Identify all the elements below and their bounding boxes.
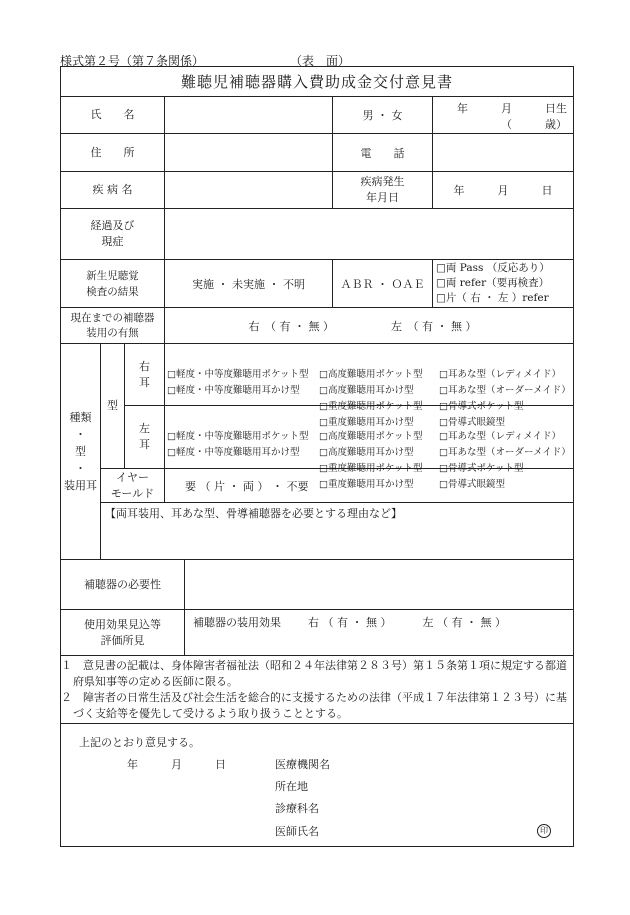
r-ite-custom[interactable]: □耳あな型（オーダーメイド） bbox=[439, 384, 571, 396]
name-label: 氏 名 bbox=[61, 97, 165, 134]
l-ite-custom[interactable]: □耳あな型（オーダーメイド） bbox=[439, 447, 571, 458]
note-1: １ 意見書の記載は、身体障害者福祉法（昭和２４年法律第２８３号）第１５条第１項に規定する都道府県知事等の定める医師に限る。 bbox=[61, 658, 567, 688]
side-label: （表 面） bbox=[290, 54, 351, 68]
address-label: 住 所 bbox=[61, 134, 165, 172]
opinion-form bbox=[60, 66, 574, 847]
r-mild-bte[interactable]: □軽度・中等度難聴用耳かけ型 bbox=[167, 384, 300, 396]
effect-right[interactable]: 右 （ 有 ・ 無 ） bbox=[308, 616, 392, 629]
r-profound-bte[interactable]: □重度難聴用耳かけ型 bbox=[319, 416, 414, 428]
l-bone-glasses[interactable]: □骨導式眼鏡型 bbox=[439, 479, 505, 490]
form-number: 様式第２号（第７条関係） bbox=[60, 54, 205, 68]
screening-methods[interactable]: ＡＢＲ ・ ＯＡＥ bbox=[333, 260, 433, 308]
institution-label: 医療機関名 bbox=[275, 758, 330, 771]
screening-label: 新生児聴覚 検査の結果 bbox=[61, 260, 165, 308]
result-both-pass[interactable]: □両 Pass （反応あり） bbox=[436, 262, 550, 274]
statement: 上記のとおり意見する。 bbox=[79, 736, 200, 749]
address-sign-label: 所在地 bbox=[275, 780, 308, 793]
r-mild-pocket[interactable]: □軽度・中等度難聴用ポケット型 bbox=[167, 368, 309, 380]
effect-sub-label: 補聴器の装用効果 bbox=[193, 616, 281, 629]
r-severe-bte[interactable]: □高度難聴用耳かけ型 bbox=[319, 384, 414, 396]
effect-label: 使用効果見込等 評価所見 bbox=[61, 610, 185, 656]
note-2: ２ 障害者の日常生活及び社会生活を総合的に支援するための法律（平成１７年法律第１２３号）に基づく支給等を優先して受けるよう取り扱うこととする。 bbox=[61, 690, 567, 720]
necessity-field[interactable] bbox=[185, 560, 574, 610]
necessity-label: 補聴器の必要性 bbox=[61, 560, 185, 610]
screening-results[interactable] bbox=[433, 260, 574, 308]
l-severe-bte[interactable]: □高度難聴用耳かけ型 bbox=[319, 447, 414, 458]
current-use-left[interactable]: 左 （ 有 ・ 無 ） bbox=[391, 319, 477, 333]
effect-left[interactable]: 左 （ 有 ・ 無 ） bbox=[422, 616, 506, 629]
phone-label: 電 話 bbox=[333, 134, 433, 172]
r-severe-pocket[interactable]: □高度難聴用ポケット型 bbox=[319, 368, 423, 380]
screening-status[interactable]: 実施 ・ 未実施 ・ 不明 bbox=[165, 260, 333, 308]
current-use-options[interactable] bbox=[165, 308, 574, 344]
form-title: 難聴児補聴器購入費助成金交付意見書 bbox=[61, 67, 574, 97]
l-profound-bte[interactable]: □重度難聴用耳かけ型 bbox=[319, 479, 414, 490]
r-ite-ready[interactable]: □耳あな型（レディメイド） bbox=[439, 368, 562, 380]
history-label: 経過及び 現症 bbox=[61, 209, 165, 260]
result-both-refer[interactable]: □両 refer（要再検査） bbox=[436, 277, 550, 289]
reason-label: 【両耳装用、耳あな型、骨導補聴器を必要とする理由など】 bbox=[105, 507, 402, 520]
current-use-label: 現在までの補聴器 装用の有無 bbox=[61, 308, 165, 344]
right-ear-types[interactable] bbox=[165, 344, 574, 428]
l-ite-ready[interactable]: □耳あな型（レディメイド） bbox=[439, 431, 562, 442]
r-profound-pocket[interactable]: □重度難聴用ポケット型 bbox=[319, 400, 423, 412]
l-bone-pocket[interactable]: □骨導式ポケット型 bbox=[439, 463, 524, 474]
dob-field[interactable]: 年 月 日生 （ 歳） bbox=[433, 97, 574, 134]
earmold-value[interactable]: 要 （ 片 ・ 両 ） ・ 不要 bbox=[185, 479, 309, 493]
signature-date[interactable]: 年 月 日 bbox=[127, 758, 226, 771]
name-field[interactable] bbox=[165, 97, 333, 134]
onset-label: 疾病発生 年月日 bbox=[333, 172, 433, 209]
result-one-refer[interactable]: □片（ 右 ・ 左 ）refer bbox=[436, 292, 549, 304]
l-profound-pocket[interactable]: □重度難聴用ポケット型 bbox=[319, 463, 423, 474]
signature-section bbox=[61, 724, 574, 847]
effect-field[interactable] bbox=[185, 610, 574, 656]
sex-options[interactable]: 男 ・ 女 bbox=[333, 97, 433, 134]
types-group-label: 種類 ・ 型 ・ 装用耳 bbox=[61, 344, 101, 560]
l-mild-pocket[interactable]: □軽度・中等度難聴用ポケット型 bbox=[167, 431, 309, 442]
r-bone-pocket[interactable]: □骨導式ポケット型 bbox=[439, 400, 524, 412]
left-ear-label: 左 耳 bbox=[125, 406, 165, 469]
onset-date-field[interactable]: 年 月 日 bbox=[433, 172, 574, 209]
disease-label: 疾 病 名 bbox=[61, 172, 165, 209]
l-mild-bte[interactable]: □軽度・中等度難聴用耳かけ型 bbox=[167, 447, 300, 458]
address-field[interactable] bbox=[165, 134, 333, 172]
notes bbox=[61, 656, 574, 724]
earmold-label: イヤー モールド bbox=[101, 469, 165, 503]
r-bone-glasses[interactable]: □骨導式眼鏡型 bbox=[439, 416, 505, 428]
l-severe-pocket[interactable]: □高度難聴用ポケット型 bbox=[319, 431, 423, 442]
department-label: 診療科名 bbox=[275, 802, 319, 815]
type-label: 型 bbox=[101, 344, 125, 469]
doctor-label: 医師氏名 bbox=[275, 825, 319, 838]
phone-field[interactable] bbox=[433, 134, 574, 172]
seal-mark: 印 bbox=[537, 824, 551, 838]
reason-field[interactable] bbox=[101, 503, 574, 560]
history-field[interactable] bbox=[165, 209, 574, 260]
current-use-right[interactable]: 右 （ 有 ・ 無 ） bbox=[248, 319, 334, 333]
right-ear-label: 右 耳 bbox=[125, 344, 165, 406]
disease-field[interactable] bbox=[165, 172, 333, 209]
